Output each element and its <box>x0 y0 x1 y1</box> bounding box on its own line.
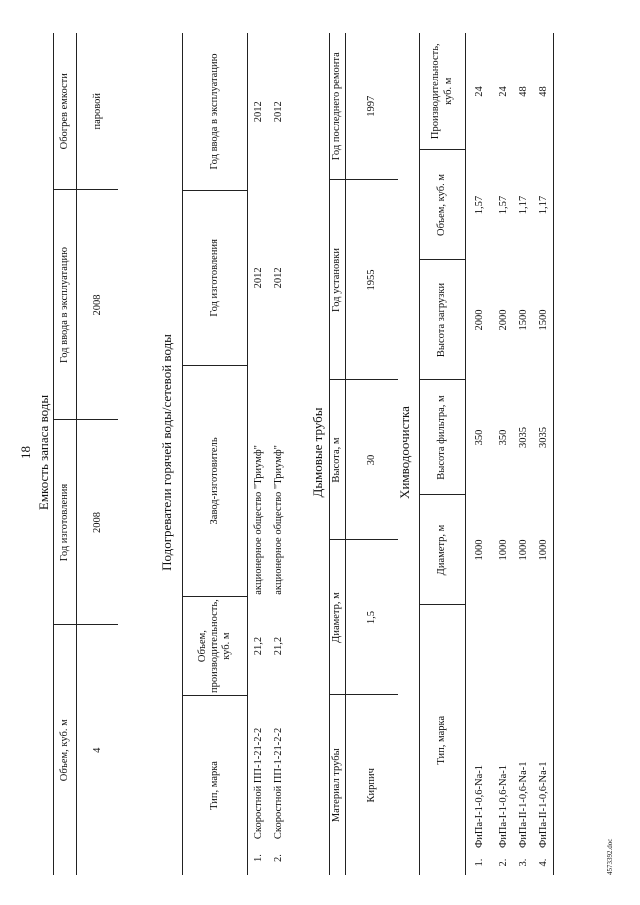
row-number: 1. <box>253 854 265 862</box>
cell: 2000 <box>474 309 486 331</box>
heaters-title: Подогреватели горячей воды/сетевой воды <box>159 334 174 571</box>
cell: 48 <box>537 86 549 97</box>
table-row <box>534 33 554 875</box>
table-row <box>270 33 288 875</box>
col-header: Обогрев емкости <box>54 33 77 190</box>
cell: 2008 <box>77 420 118 625</box>
cell: Скоростной ПП-1-21-2-2 <box>273 727 284 840</box>
water-treatment-table <box>419 33 554 875</box>
col-header: Объем, куб. м <box>58 719 70 782</box>
col-header: Диаметр, м <box>330 540 346 695</box>
cell: 1,5 <box>346 540 398 695</box>
cell: ФиПа-I-1-0,6-Na-1 <box>498 764 509 848</box>
water-tank-table <box>53 33 118 875</box>
col-header: Материал трубы <box>331 748 343 823</box>
table-header-row <box>183 33 248 875</box>
water-treatment-title: Химводоочистка <box>397 406 412 499</box>
cell: 30 <box>346 380 398 540</box>
col-header: Тип, марка <box>436 715 448 765</box>
row-number: 2. <box>498 858 509 867</box>
col-header: Производительность, куб. м <box>420 33 466 150</box>
cell: 21,2 <box>273 636 284 656</box>
table-row <box>77 33 118 875</box>
cell: 24 <box>498 86 509 97</box>
cell: 21,2 <box>253 636 265 656</box>
col-header: Тип, марка <box>208 761 220 810</box>
col-header: Год ввода в эксплуатацию <box>183 33 248 191</box>
cell: ФиПа-I-1-0,6-Na-1 <box>474 764 486 848</box>
cell: 3035 <box>537 427 549 448</box>
document-id: 4573392.doc <box>606 838 614 875</box>
cell: 350 <box>474 429 486 446</box>
cell: 1,17 <box>518 195 529 215</box>
cell: паровой <box>77 33 118 190</box>
cell: 350 <box>498 429 509 446</box>
cell: 1000 <box>498 539 509 561</box>
cell: 1000 <box>518 539 529 561</box>
cell: 1,57 <box>474 195 486 215</box>
cell: 1000 <box>474 539 486 561</box>
cell: 1,17 <box>537 195 549 215</box>
col-header: Год изготовления <box>54 420 77 625</box>
col-header: Объем, куб. м <box>420 150 466 260</box>
row-number: 3. <box>518 858 529 867</box>
cell: 1500 <box>518 309 529 331</box>
cell: 1997 <box>346 33 398 180</box>
table-header-row <box>54 33 77 875</box>
col-header: Высота, м <box>330 380 346 540</box>
table-header-row <box>420 33 466 875</box>
col-header: Год установки <box>330 180 346 380</box>
table-row <box>248 33 270 875</box>
row-number: 1. <box>474 858 486 867</box>
col-header: Диаметр, м <box>420 495 466 605</box>
chimneys-table <box>329 33 398 875</box>
cell: акционерное общество "Триумф" <box>253 445 265 595</box>
cell: 1500 <box>537 309 549 331</box>
col-header: Высота фильтра, м <box>420 380 466 495</box>
cell: 48 <box>518 86 529 97</box>
row-number: 4. <box>537 858 549 867</box>
cell: 24 <box>474 86 486 97</box>
cell: 2012 <box>253 101 265 123</box>
cell: 2012 <box>273 101 284 123</box>
cell: 1,57 <box>498 195 509 215</box>
cell: акционерное общество "Триумф" <box>273 445 284 595</box>
cell: ФиПа-II-1-0,6-Na-1 <box>537 761 549 848</box>
heaters-table <box>182 33 288 875</box>
col-header: Завод-изготовитель <box>183 365 248 597</box>
col-header: Высота загрузки <box>420 260 466 380</box>
cell: 2000 <box>498 309 509 331</box>
cell: 1000 <box>537 539 549 561</box>
cell: 3035 <box>518 427 529 448</box>
table-row <box>514 33 534 875</box>
cell: ФиПа-II-1-0,6-Na-1 <box>518 761 529 848</box>
col-header: Год изготовления <box>183 191 248 366</box>
table-row <box>494 33 514 875</box>
cell: 1955 <box>346 180 398 380</box>
chimneys-title: Дымовые трубы <box>310 407 325 498</box>
col-header: Объем, производительность, куб. м <box>183 597 248 696</box>
cell: Скоростной ПП-1-21-2-2 <box>253 727 265 840</box>
row-number: 2. <box>273 854 284 862</box>
table-header-row <box>330 33 346 875</box>
col-header: Год ввода в эксплуатацию <box>54 190 77 420</box>
cell: Кирпич <box>366 768 378 803</box>
water-tank-title: Емкость запаса воды <box>36 394 51 511</box>
cell: 2012 <box>253 267 265 289</box>
page-number: 18 <box>18 446 33 459</box>
table-row <box>346 33 398 875</box>
table-row <box>466 33 494 875</box>
col-header: Год последнего ремонта <box>330 33 346 180</box>
cell: 2012 <box>273 267 284 289</box>
cell: 2008 <box>77 190 118 420</box>
cell: 4 <box>91 747 103 753</box>
